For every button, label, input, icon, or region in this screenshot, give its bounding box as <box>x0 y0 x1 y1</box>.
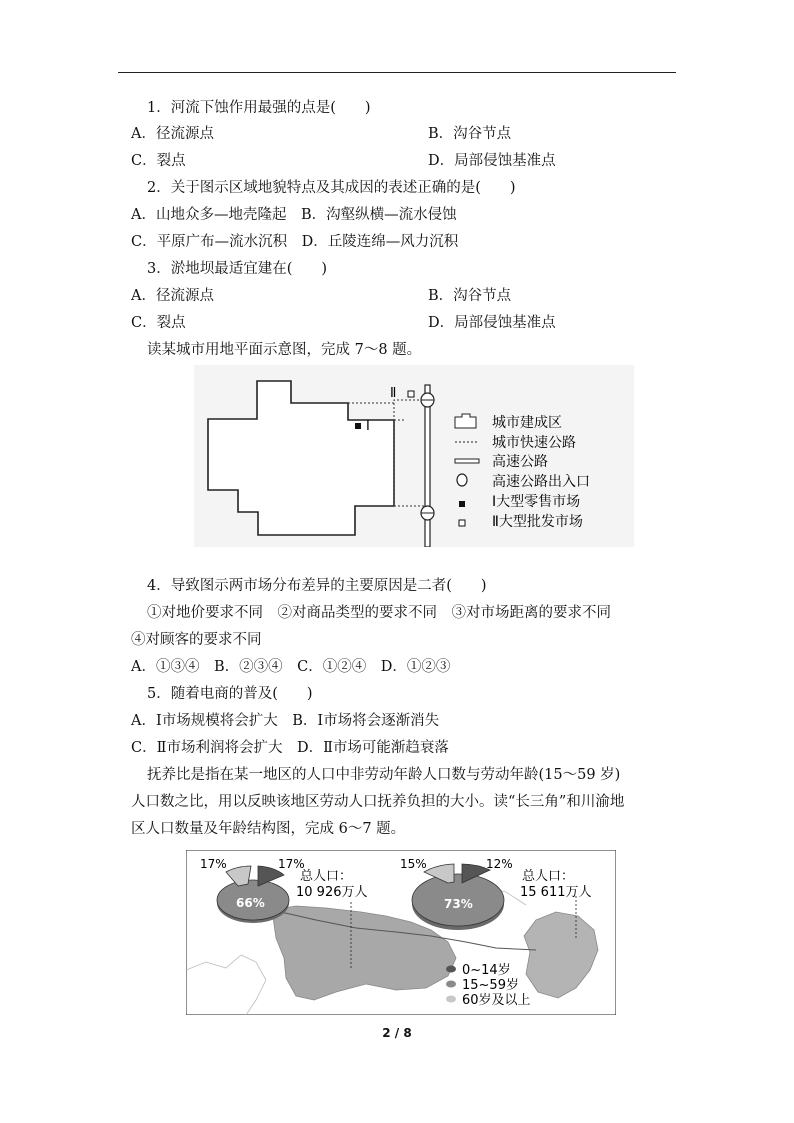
legend-built-area-text: 城市建成区 <box>492 415 562 431</box>
pie-yd-working-label: 73% <box>444 897 473 911</box>
intro-7-8: 读某城市用地平面示意图，完成 7～8 题。 <box>147 342 422 358</box>
q2-stem: 2．关于图示区域地貌特点及其成因的表述正确的是( ) <box>147 180 516 196</box>
q4-statements-1: ①对地价要求不同 ②对商品类型的要求不同 ③对市场距离的要求不同 <box>147 605 611 621</box>
q1-option-c: C．裂点 <box>131 153 186 169</box>
q5-options-cd: C．Ⅱ市场利润将会扩大 D．Ⅱ市场可能渐趋衰落 <box>131 740 449 756</box>
legend-highway-text: 高速公路 <box>492 454 548 470</box>
legend-expressway-text: 城市快速公路 <box>492 435 576 451</box>
sc-total-value: 10 926万人 <box>296 885 368 900</box>
legend-working-text: 15~59岁 <box>462 978 519 993</box>
legend-retail-text: Ⅰ大型零售市场 <box>492 494 581 510</box>
pie-sc-working-label: 66% <box>236 896 265 910</box>
market-i-icon <box>355 423 361 429</box>
q1-option-d: D．局部侵蚀基准点 <box>428 153 556 169</box>
legend-young-text: 0~14岁 <box>462 963 511 978</box>
header-rule <box>118 72 676 73</box>
yd-total-label: 总人口： <box>522 869 575 884</box>
legend-young-icon <box>446 966 456 973</box>
pie-sc-young-label: 17% <box>278 857 305 871</box>
q3-option-d: D．局部侵蚀基准点 <box>428 315 556 331</box>
q4-choices: A．①③④ B．②③④ C．①②④ D．①②③ <box>131 659 451 675</box>
legend-exit-text: 高速公路出入口 <box>492 474 590 490</box>
legend-wholesale-icon <box>459 520 465 526</box>
q3-option-a: A．径流源点 <box>131 288 214 304</box>
pie-yd-young-label: 12% <box>486 857 513 871</box>
q1-stem: 1．河流下蚀作用最强的点是( ) <box>147 100 371 116</box>
legend-old-icon <box>446 996 456 1003</box>
q1-option-b: B．沟谷节点 <box>428 126 512 142</box>
intro-6-7-line3: 区人口数量及年龄结构图，完成 6～7 题。 <box>131 821 406 837</box>
q2-options-cd: C．平原广布—流水沉积 D．丘陵连绵—风力沉积 <box>131 234 459 250</box>
q3-option-b: B．沟谷节点 <box>428 288 512 304</box>
market-i-label: Ⅰ <box>366 419 370 434</box>
q4-statements-2: ④对顾客的要求不同 <box>131 632 262 648</box>
pie-yd-old-label: 15% <box>400 857 427 871</box>
market-ii-label: Ⅱ <box>390 386 397 401</box>
yd-total-value: 15 611万人 <box>520 885 592 900</box>
legend-exit-icon <box>457 474 467 486</box>
highway <box>425 385 430 547</box>
intro-6-7-line1: 抚养比是指在某一地区的人口中非劳动年龄人口数与劳动年龄(15～59 岁) <box>147 767 621 783</box>
q5-options-ab: A．Ⅰ市场规模将会扩大 B．Ⅰ市场将会逐渐消失 <box>131 713 440 729</box>
page-number: 2 / 8 <box>382 1026 412 1040</box>
legend-retail-icon <box>459 501 465 507</box>
legend-wholesale-text: Ⅱ大型批发市场 <box>492 514 583 530</box>
legend-old-text: 60岁及以上 <box>462 993 531 1008</box>
pie-sc-old-label: 17% <box>200 857 227 871</box>
q3-option-c: C．裂点 <box>131 315 186 331</box>
market-ii-icon <box>408 391 414 397</box>
city-landuse-figure <box>194 365 634 547</box>
legend-working-icon <box>446 981 456 988</box>
sc-total-label: 总人口： <box>300 869 353 884</box>
q4-stem: 4．导致图示两市场分布差异的主要原因是二者( ) <box>147 578 487 594</box>
intro-6-7-line2: 人口数之比，用以反映该地区劳动人口抚养负担的大小。读“长三角”和川渝地 <box>131 794 625 810</box>
legend-highway-icon <box>455 459 479 463</box>
population-structure-figure <box>186 850 616 1015</box>
q2-options-ab: A．山地众多—地壳隆起 B．沟壑纵横—流水侵蚀 <box>131 207 457 223</box>
q3-stem: 3．淤地坝最适宜建在( ) <box>147 261 328 277</box>
q1-option-a: A．径流源点 <box>131 126 214 142</box>
q5-stem: 5．随着电商的普及( ) <box>147 686 313 702</box>
